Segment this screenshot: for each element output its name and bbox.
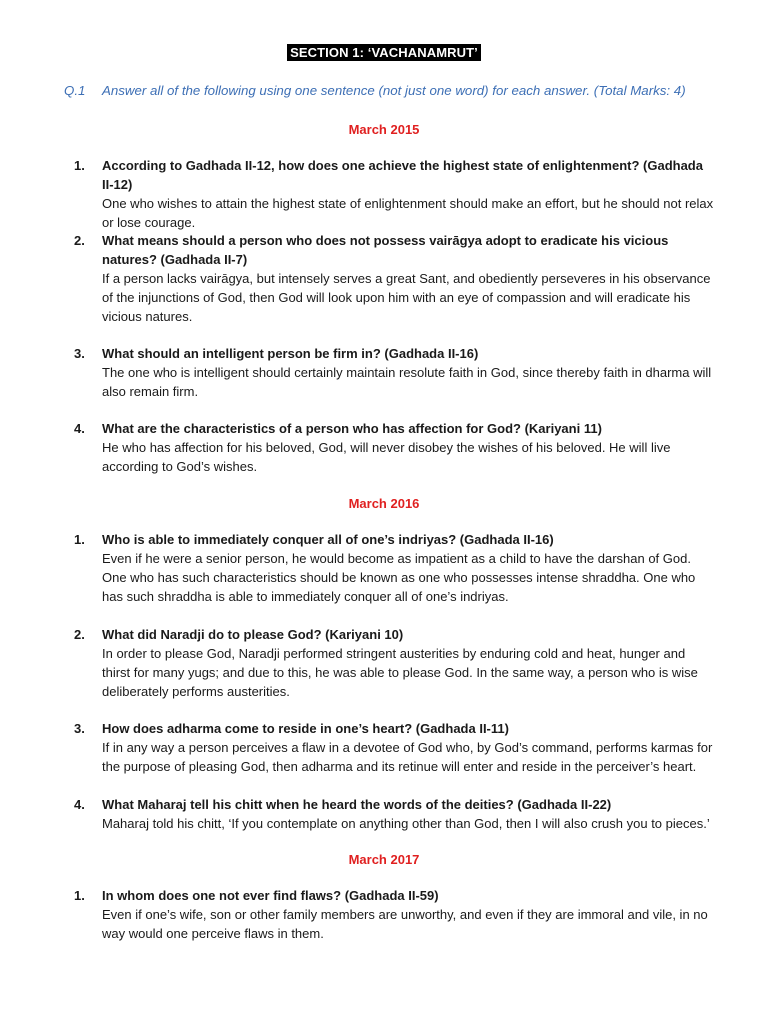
qa-item	[74, 795, 714, 833]
answer-text: In order to please God, Naradji performed stringent austerities by enduring cold and heat, hunger and thirst for many yugs; and due to this, he was able to please God. In the same way, a person who is wise deliberately performs austerities.	[102, 646, 698, 699]
item-number: 3.	[74, 346, 85, 361]
answer-text: If in any way a person perceives a flaw in a devotee of God who, by God’s command, performs karmas for the purpose of pleasing God, then adharma and its retinue will enter and reside in the perceiver’s heart.	[102, 740, 713, 774]
question-text: In whom does one not ever find flaws? (Gadhada II-59)	[102, 888, 439, 903]
item-number: 4.	[74, 421, 85, 436]
question-number: Q.1	[64, 83, 86, 98]
item-number: 3.	[74, 721, 85, 736]
item-number: 4.	[74, 797, 85, 812]
item-number: 1.	[74, 888, 85, 903]
answer-text: One who wishes to attain the highest state of enlightenment should make an effort, but he should not relax or lose courage.	[102, 196, 714, 230]
answer-text: Maharaj told his chitt, ‘If you contemplate on anything other than God, then I will also crush you to pieces.’	[102, 816, 710, 831]
question-text: What means should a person who does not possess vairāgya adopt to eradicate his vicious natures? (Gadhada II-7)	[102, 233, 669, 267]
year-heading-2015: March 2015	[348, 122, 420, 137]
question-text: What should an intelligent person be firm in? (Gadhada II-16)	[102, 346, 479, 361]
item-number: 2.	[74, 233, 85, 248]
answer-text: The one who is intelligent should certainly maintain resolute faith in God, since thereby faith in dharma will also remain firm.	[102, 365, 712, 399]
qa-item	[74, 530, 714, 606]
question-text: Who is able to immediately conquer all of one’s indriyas? (Gadhada II-16)	[102, 532, 554, 547]
question-text: What did Naradji do to please God? (Kariyani 10)	[102, 627, 404, 642]
question-text: What are the characteristics of a person who has affection for God? (Kariyani 11)	[102, 421, 602, 436]
answer-text: Even if he were a senior person, he would become as impatient as a child to have the darshan of God. One who has such characteristics should be known as one who possesses intense shraddha. One who has such shraddha is able to immediately conquer all of one’s indriyas.	[102, 551, 696, 604]
item-number: 2.	[74, 627, 85, 642]
qa-item	[74, 419, 714, 476]
answer-text: If a person lacks vairāgya, but intensely serves a great Sant, and obediently perseveres in his observance of the injunctions of God, then God will look upon him with an eye of compassion and will eradicate his vicious natures.	[102, 271, 711, 324]
qa-item	[74, 625, 714, 701]
question-text: What Maharaj tell his chitt when he heard the words of the deities? (Gadhada II-22)	[102, 797, 612, 812]
question-text: According to Gadhada II-12, how does one achieve the highest state of enlightenment? (Gadhada II-12)	[102, 158, 703, 192]
answer-text: Even if one’s wife, son or other family members are unworthy, and even if they are immoral and vile, in no way would one perceive flaws in them.	[102, 907, 708, 941]
qa-item	[74, 344, 714, 401]
qa-item	[74, 886, 714, 943]
answer-text: He who has affection for his beloved, God, will never disobey the wishes of his beloved. He will live according to God’s wishes.	[102, 440, 671, 474]
question-text: How does adharma come to reside in one’s heart? (Gadhada II-11)	[102, 721, 509, 736]
instruction	[64, 83, 754, 98]
instruction-text: Answer all of the following using one sentence (not just one word) for each answer. (Total Marks: 4)	[102, 83, 686, 98]
section-header	[0, 44, 768, 62]
year-heading-2017: March 2017	[348, 852, 420, 867]
section-title: SECTION 1: ‘VACHANAMRUT’	[287, 44, 481, 61]
item-number: 1.	[74, 532, 85, 547]
year-heading-2016: March 2016	[348, 496, 420, 511]
qa-item	[74, 231, 714, 326]
qa-item	[74, 719, 714, 776]
item-number: 1.	[74, 158, 85, 173]
qa-item	[74, 156, 714, 232]
